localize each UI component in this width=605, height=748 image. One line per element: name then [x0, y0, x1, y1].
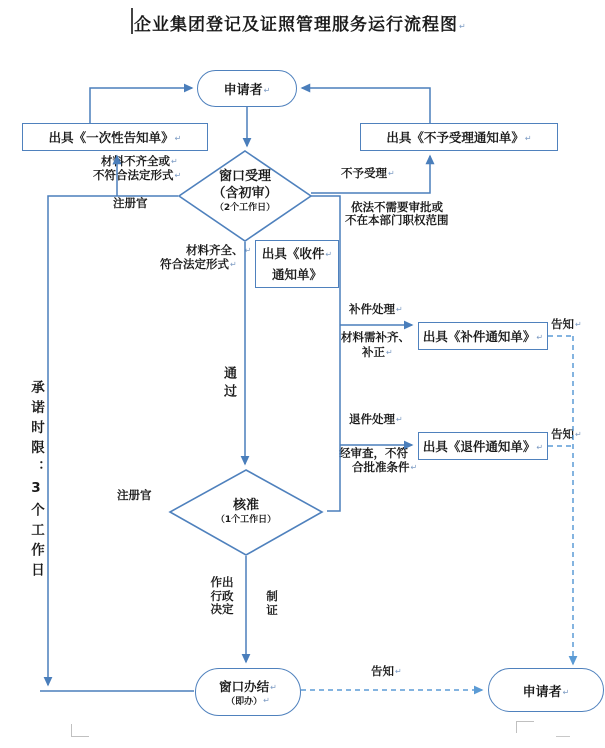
label-text: 不予受理	[341, 166, 387, 180]
return-mark: ↵	[524, 134, 532, 143]
return-mark: ↵	[174, 134, 182, 143]
make-cert-line1: 制	[266, 589, 278, 603]
label-text: 符合法定形式	[160, 257, 229, 271]
receipt-notice-text1: 出具《收件	[261, 245, 325, 261]
label-text: 材料不齐全或	[101, 154, 170, 168]
return-mark: ↵	[536, 443, 544, 452]
return-mark: ↵	[562, 687, 570, 697]
return-mark: ↵	[230, 260, 237, 269]
label-text: 材料齐全、	[186, 243, 244, 257]
once-notice-text: 出具《一次性告知单》	[48, 130, 174, 145]
bujian-notice-box	[418, 322, 548, 350]
return-mark: ↵	[536, 333, 544, 342]
bujian-notice-text: 出具《补件通知单》	[422, 329, 536, 344]
return-mark: ↵	[325, 249, 333, 259]
applicant-top-text: 申请者	[223, 83, 263, 98]
label-promise-time: 承诺时限：3个工作日	[28, 380, 44, 583]
connector-accept-to-reject-notice	[311, 156, 430, 193]
return-mark: ↵	[388, 169, 395, 178]
tuijian-notice-text: 出具《退件通知单》	[422, 439, 536, 454]
label-text: 不符合法定形式	[93, 168, 174, 182]
label-tuijian-reason-1: 经审查，不符	[339, 446, 408, 460]
label-text: 补件处理	[349, 302, 395, 316]
applicant-top-label	[224, 79, 271, 98]
applicant-bottom-text: 申请者	[522, 684, 562, 700]
reject-notice-label	[386, 128, 531, 146]
applicant-bottom-oval	[488, 668, 604, 712]
label-text: 退件处理	[349, 412, 395, 426]
receipt-notice-line1	[262, 244, 332, 265]
applicant-top-oval	[197, 70, 297, 107]
label-text: 告知	[551, 317, 574, 331]
return-mark: ↵	[263, 86, 271, 95]
reject-notice-text: 出具《不予受理通知单》	[386, 130, 524, 145]
return-mark: ↵	[263, 695, 270, 705]
return-mark: ↵	[174, 171, 182, 180]
decision-line2: 行政	[210, 588, 234, 603]
finish-subtext: （即办）	[226, 696, 263, 707]
approve-line1: 核准	[232, 498, 259, 513]
accept-diamond-label	[193, 168, 297, 215]
finish-sublabel	[226, 695, 270, 708]
connector-left-timeline	[48, 196, 178, 685]
return-mark: ↵	[171, 157, 178, 166]
return-mark: ↵	[244, 246, 252, 255]
decision-line3: 决定	[210, 602, 234, 616]
receipt-notice-box	[255, 240, 339, 288]
reject-notice-box	[360, 123, 558, 151]
applicant-bottom-label	[523, 681, 570, 700]
return-mark: ↵	[396, 415, 403, 424]
receipt-notice-text2: 通知单》	[271, 266, 322, 282]
accept-line2: （含初审）	[212, 186, 278, 201]
label-no-approval-2: 不在本部门职权范围	[345, 213, 449, 227]
approve-diamond-label	[196, 497, 296, 527]
label-registrar-2: 注册官	[117, 488, 152, 502]
label-registrar-1: 注册官	[113, 196, 148, 210]
label-text: 合批准条件	[352, 460, 410, 474]
finish-oval	[195, 668, 301, 716]
accept-line3: （2个工作日）	[214, 203, 276, 213]
approve-line2: （1个工作日）	[215, 515, 277, 525]
label-pass: 通过	[221, 366, 236, 402]
label-text: 告知	[551, 427, 574, 441]
connector-once-to-applicant	[90, 88, 192, 123]
label-no-approval-1: 依法不需要审批或	[351, 200, 443, 214]
once-notice-box	[22, 123, 208, 151]
return-mark: ↵	[395, 667, 402, 676]
return-mark: ↵	[459, 22, 467, 31]
finish-label	[219, 677, 277, 695]
finish-text: 窗口办结	[219, 678, 270, 694]
once-notice-label	[49, 128, 182, 146]
label-bujian-reason-1: 材料需补齐、	[341, 330, 410, 344]
make-cert-line2: 证	[266, 603, 278, 617]
return-mark: ↵	[410, 463, 418, 472]
label-text: 告知	[371, 664, 394, 678]
tuijian-notice-box	[418, 432, 548, 460]
return-mark: ↵	[386, 348, 393, 357]
page-title-text: 企业集团登记及证照管理服务运行流程图	[134, 15, 458, 35]
return-mark: ↵	[270, 682, 277, 692]
return-mark: ↵	[575, 320, 582, 329]
accept-line1: 窗口受理	[218, 169, 271, 184]
bujian-notice-label	[423, 327, 543, 345]
decision-line1: 作出	[210, 575, 234, 589]
connector-reject-to-applicant	[302, 88, 430, 123]
label-text: 补正	[362, 345, 385, 359]
tuijian-notice-label	[423, 437, 543, 455]
return-mark: ↵	[396, 305, 403, 314]
return-mark: ↵	[575, 430, 582, 439]
